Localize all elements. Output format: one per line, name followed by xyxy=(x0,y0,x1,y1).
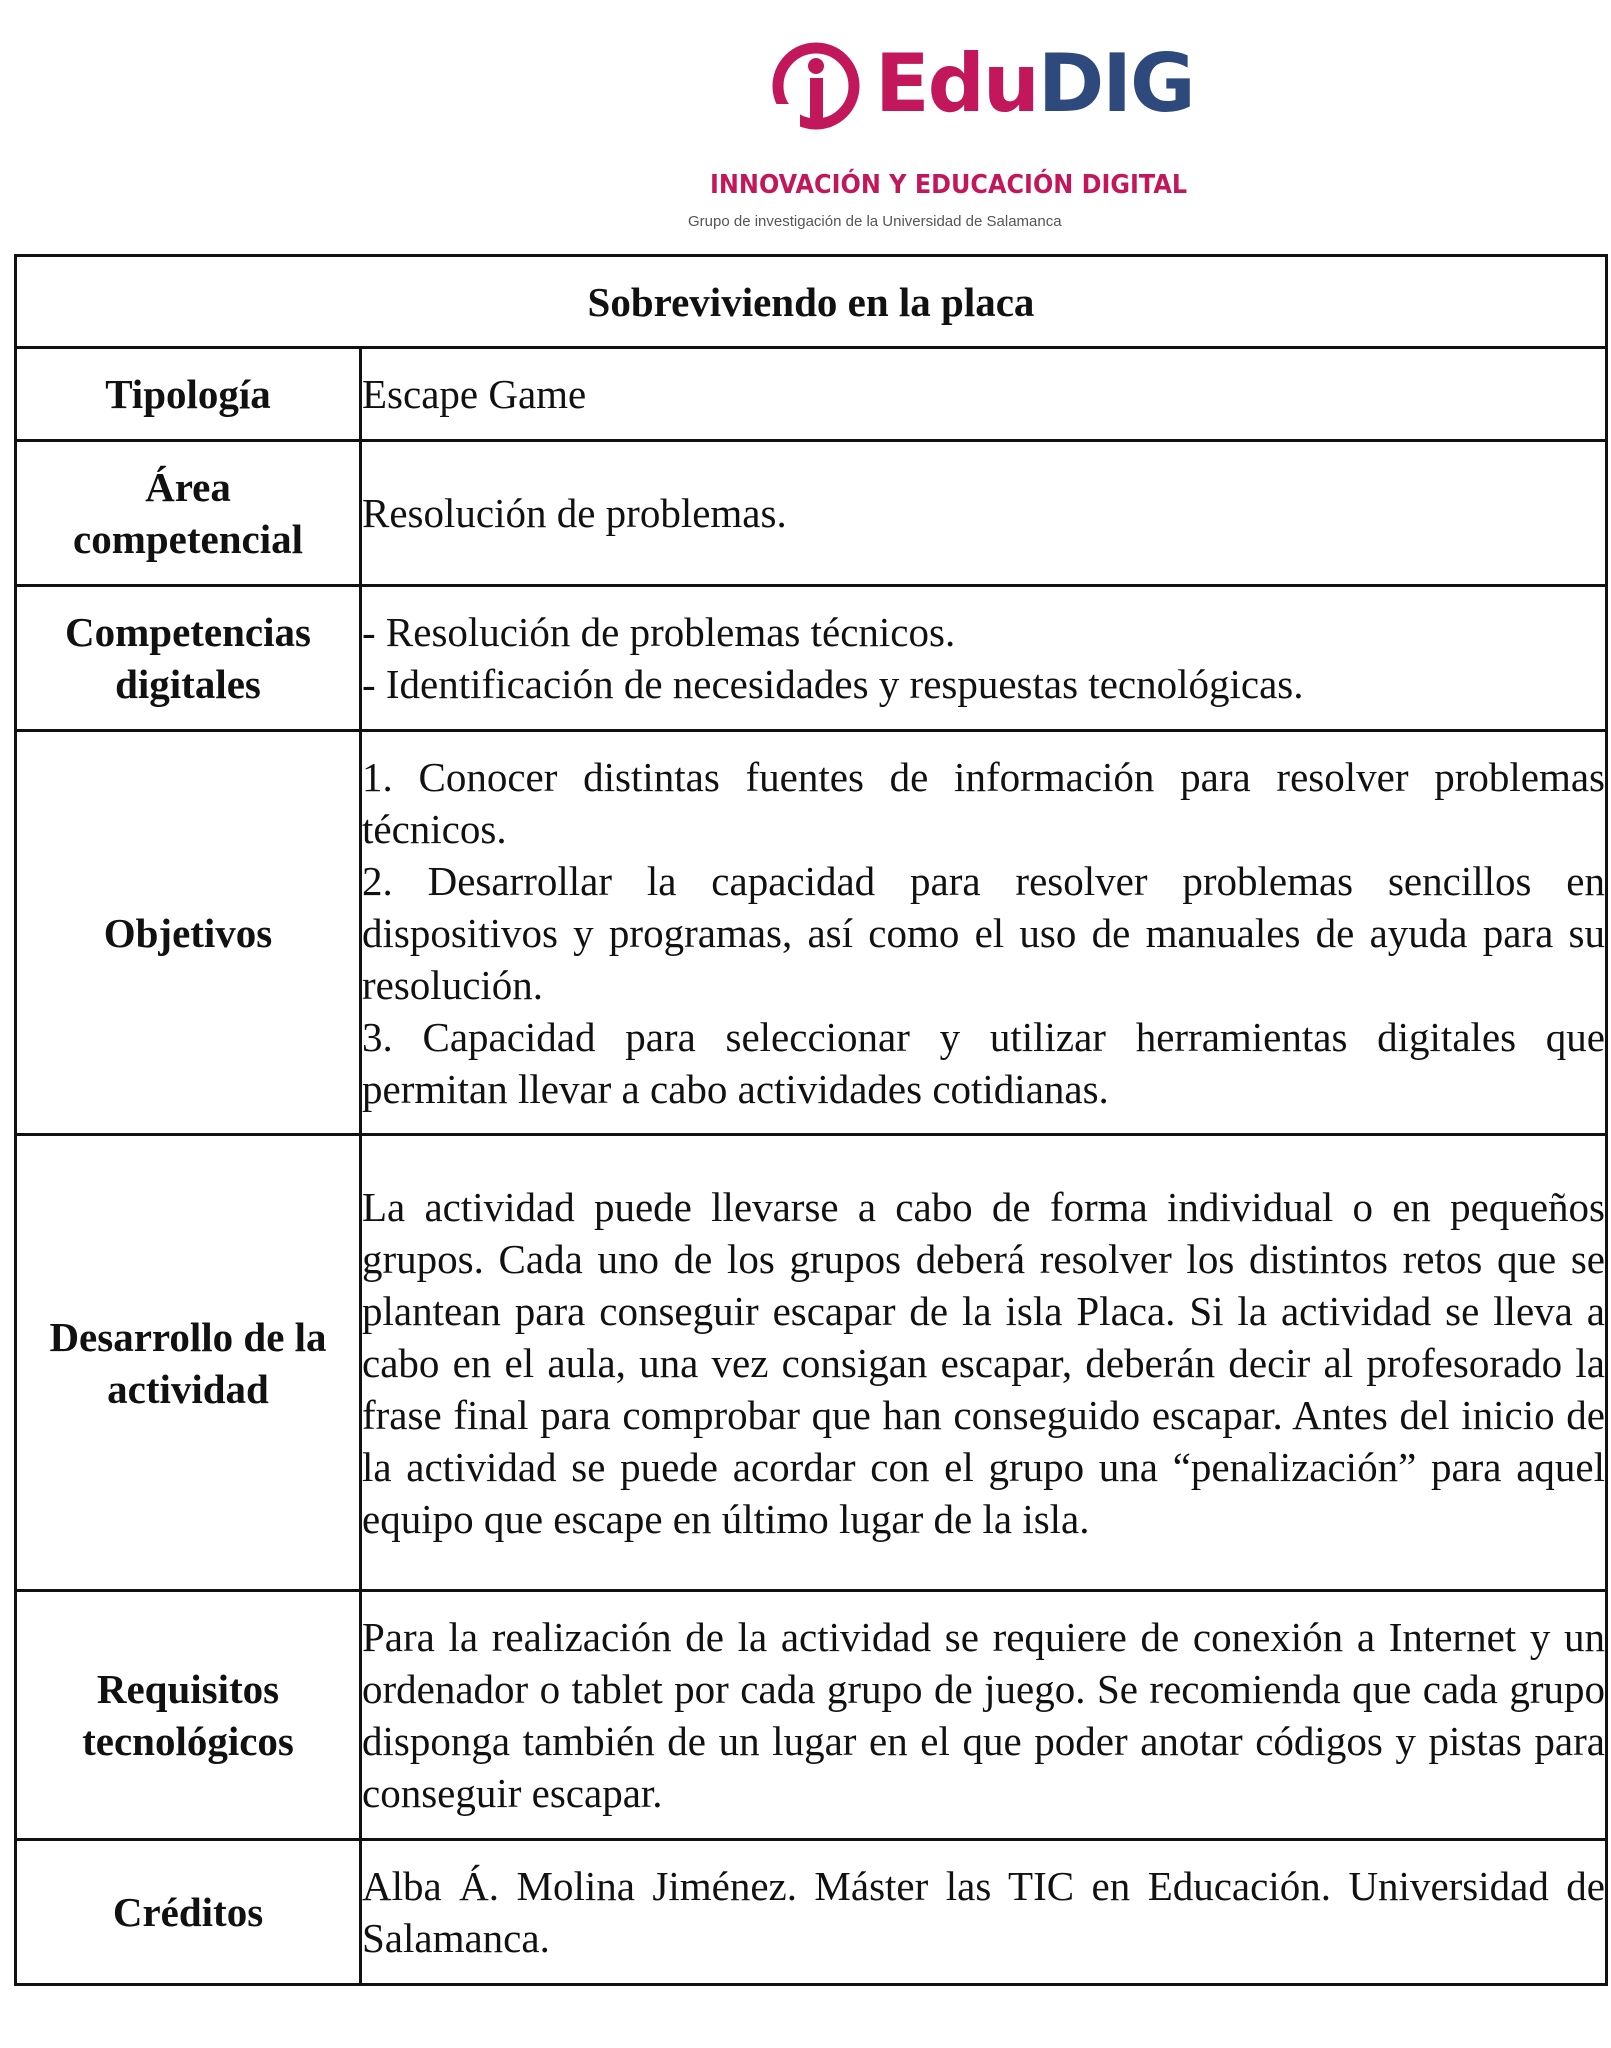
objective-item: 3. Capacidad para seleccionar y utilizar herramientas digitales que permitan llevar a cabo actividades cotidianas. xyxy=(362,1013,1605,1112)
row-label-creditos: Créditos xyxy=(16,1840,361,1985)
row-value-line: Escape Game xyxy=(362,371,587,417)
row-label-line: Desarrollo de la xyxy=(49,1313,327,1360)
row-label-line: Requisitos xyxy=(96,1666,280,1712)
table-row xyxy=(16,348,1607,441)
row-label-competencias-digitales xyxy=(16,586,361,731)
row-value-paragraph: La actividad puede llevarse a cabo de forma individual o en pequeños grupos. Cada uno de los grupos deberá resolver los distintos retos que se plantean para conseguir escapar de la isla Placa. Si la actividad se lleva a cabo en el aula, una vez consigan escapar, deberán decir al profesorado la frase final para comprobar que han conseguido escapar. Antes del inicio de la actividad se puede acordar con el grupo una “penalización” para aquel equipo que escape en último lugar de la isla. xyxy=(362,1183,1605,1542)
row-label-line: digitales xyxy=(115,661,261,707)
row-value-tipologia xyxy=(361,348,1607,441)
activity-title: Sobreviviendo en la placa xyxy=(16,256,1607,348)
row-label-tipologia: Tipología xyxy=(16,348,361,441)
objective-item: 1. Conocer distintas fuentes de información para resolver problemas técnicos. xyxy=(362,753,1605,852)
row-label-requisitos xyxy=(16,1591,361,1840)
table-row xyxy=(16,441,1607,586)
row-value-line: - Identificación de necesidades y respuestas tecnológicas. xyxy=(362,661,1304,707)
logo-subtitle: Grupo de investigación de la Universidad de Salamanca xyxy=(688,213,1062,230)
objective-item: 2. Desarrollar la capacidad para resolver problemas sencillos en dispositivos y programas, así como el uso de manuales de ayuda para su resolución. xyxy=(362,857,1605,1008)
row-value-paragraph: Alba Á. Molina Jiménez. Máster las TIC en Educación. Universidad de Salamanca. xyxy=(362,1863,1605,1961)
row-label-line: competencial xyxy=(73,516,303,562)
title-row xyxy=(16,256,1607,348)
row-label-area-competencial xyxy=(16,441,361,586)
table-row xyxy=(16,731,1607,1135)
logo-tagline: INNOVACIÓN Y EDUCACIÓN DIGITAL xyxy=(710,170,1188,200)
row-value-desarrollo xyxy=(361,1135,1607,1591)
edudig-logo xyxy=(680,30,1194,230)
edudig-i-icon xyxy=(770,38,866,134)
logo-name-edu: Edu xyxy=(875,37,1038,130)
row-value-paragraph: Para la realización de la actividad se requiere de conexión a Internet y un ordenador o tablet por cada grupo de juego. Se recomienda que cada grupo disponga también de un lugar en el que poder anotar códigos y pistas para conseguir escapar. xyxy=(362,1614,1605,1816)
table-row xyxy=(16,1135,1607,1591)
row-value-area-competencial xyxy=(361,441,1607,586)
row-value-competencias-digitales xyxy=(361,586,1607,731)
table-row xyxy=(16,1840,1607,1985)
logo-name-dig: DIG xyxy=(1037,37,1194,130)
table-row xyxy=(16,1591,1607,1840)
row-label-line: actividad xyxy=(107,1365,269,1412)
row-value-creditos xyxy=(361,1840,1607,1985)
row-value-requisitos xyxy=(361,1591,1607,1840)
row-label-objetivos: Objetivos xyxy=(16,731,361,1135)
row-value-line: - Resolución de problemas técnicos. xyxy=(362,609,956,655)
logo-name xyxy=(875,34,1194,134)
row-label-line: tecnológicos xyxy=(82,1718,294,1764)
activity-sheet-table xyxy=(14,254,1608,1986)
row-label-desarrollo xyxy=(16,1135,361,1591)
row-value-line: Resolución de problemas. xyxy=(362,490,787,536)
row-label-line: Área xyxy=(145,464,231,510)
row-value-objetivos xyxy=(361,731,1607,1135)
row-label-line: Competencias xyxy=(65,609,311,655)
table-row xyxy=(16,586,1607,731)
